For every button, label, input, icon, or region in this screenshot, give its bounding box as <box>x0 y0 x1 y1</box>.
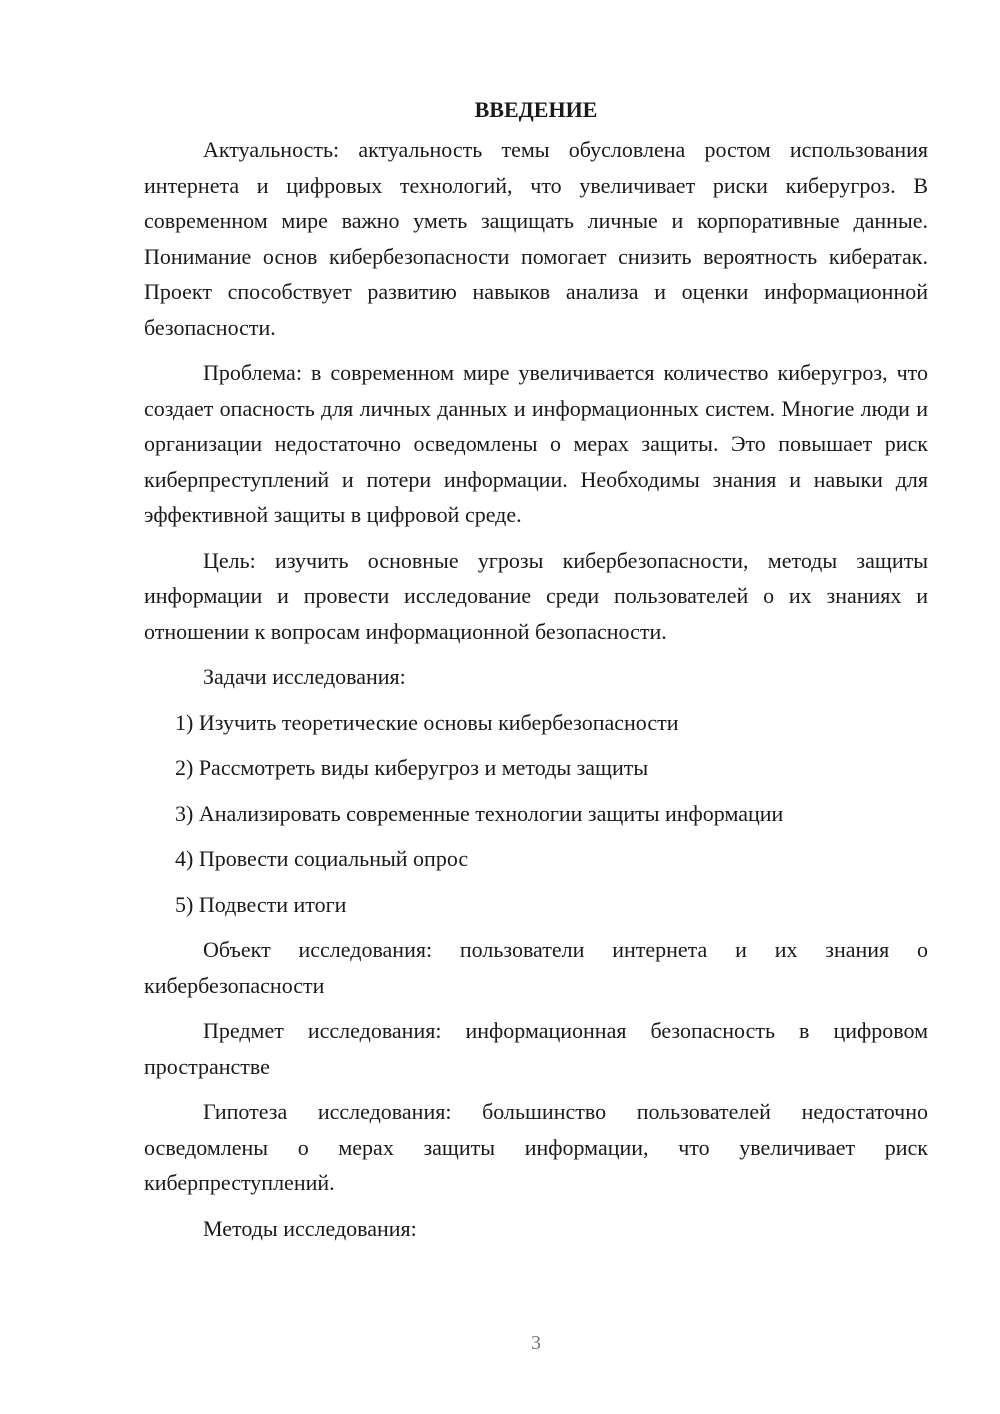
list-item: 1) Изучить теоретические основы кибербезопасности <box>175 709 679 735</box>
list-item: 4) Провести социальный опрос <box>175 846 469 871</box>
paragraph-subject: Предмет исследования: информационная безопасность в цифровом пространстве <box>144 1018 928 1079</box>
tasks-label: Задачи исследования: <box>203 664 406 689</box>
paragraph-relevance: Актуальность: актуальность темы обусловлена ростом использования интернета и цифровых технологий, что увеличивает риски киберугроз. В современном мире важно уметь защищать личные и корпоративные данные. Понимание основ кибербезопасности помогает снизить вероятность кибератак. Проект способствует развитию навыков анализа и оценки информационной безопасности. <box>144 137 928 340</box>
list-item: 3) Анализировать современные технологии защиты информации <box>175 800 784 826</box>
paragraph-hypothesis: Гипотеза исследования: большинство пользователей недостаточно осведомлены о мерах защиты информации, что увеличивает риск киберпреступлений. <box>144 1099 928 1195</box>
list-item: 5) Подвести итоги <box>175 891 347 917</box>
section-title: ВВЕДЕНИЕ <box>474 97 598 122</box>
page-number: 3 <box>531 1332 541 1354</box>
list-item: 2) Рассмотреть виды киберугроз и методы защиты <box>175 755 649 780</box>
paragraph-object: Объект исследования: пользователи интернета и их знания о кибербезопасности <box>144 937 928 998</box>
methods-label: Методы исследования: <box>203 1215 417 1241</box>
page-content <box>144 92 928 1256</box>
tasks-list <box>144 705 928 923</box>
paragraph-problem: Проблема: в современном мире увеличивается количество киберугроз, что создает опасность для личных данных и информационных систем. Многие люди и организации недостаточно осведомлены о мерах защиты. Это повышает риск киберпреступлений и потери информации. Необходимы знания и навыки для эффективной защиты в цифровой среде. <box>144 360 928 527</box>
paragraph-goal: Цель: изучить основные угрозы кибербезопасности, методы защиты информации и провести исследование среди пользователей о их знаниях и отношении к вопросам информационной безопасности. <box>144 547 928 644</box>
